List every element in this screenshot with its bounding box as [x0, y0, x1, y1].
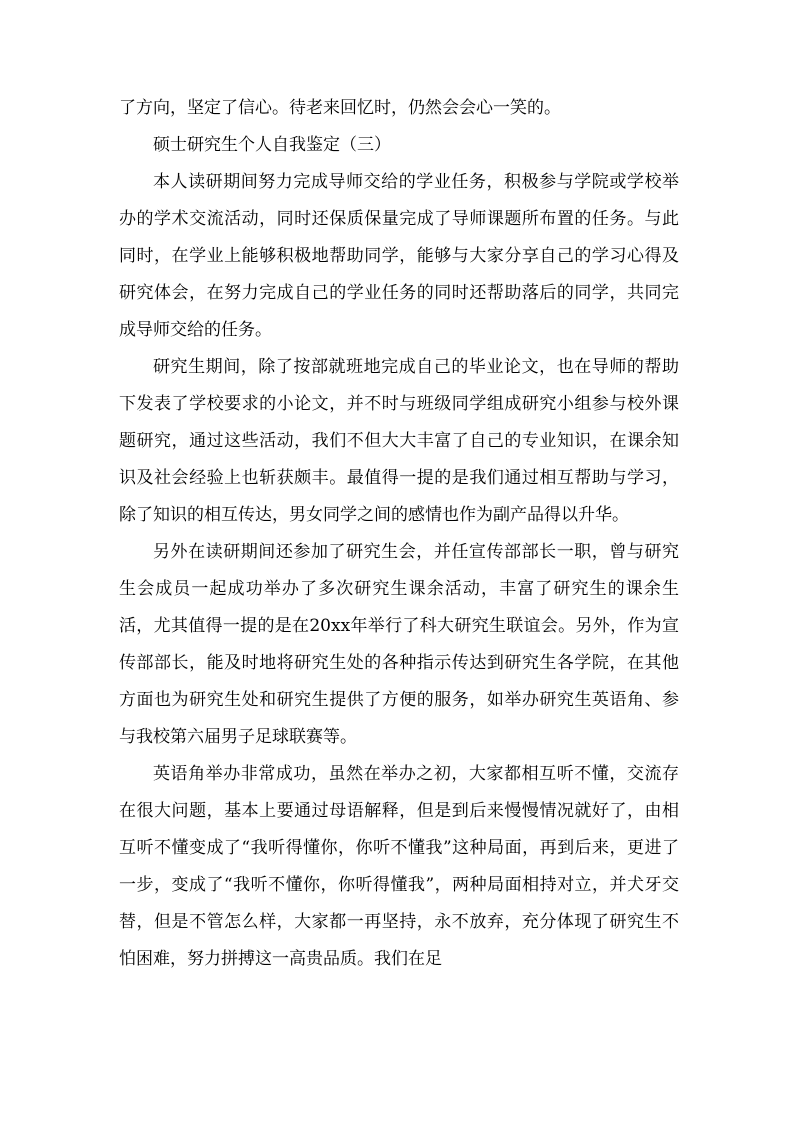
paragraph-continuation: 了方向，坚定了信心。待老来回忆时，仍然会会心一笑的。	[119, 98, 561, 118]
paragraph: 另外在读研期间还参加了研究生会，并任宣传部部长一职，曾与研究生会成员一起成功举办了多次研究生课余活动，丰富了研究生的课余生活，尤其值得一提的是在20xx年举行了科大研究生联谊会。另外，作为宣传部部长，能及时地将研究生处的各种指示传达到研究生各学院，在其他方面也为研究生处和研究生提供了方便的服务，如举办研究生英语角、参与我校第六届男子足球联赛等。	[119, 542, 679, 747]
section-heading: 硕士研究生个人自我鉴定（三）	[153, 135, 391, 155]
paragraph: 英语角举办非常成功，虽然在举办之初，大家都相互听不懂，交流存在很大问题，基本上要通过母语解释，但是到后来慢慢情况就好了，由相互听不懂变成了“我听得懂你，你听不懂我”这种局面，再到后来，更进了一步，变成了“我听不懂你，你听得懂我”，两种局面相持对立，并犬牙交替，但是不管怎么样，大家都一再坚持，永不放弃，充分体现了研究生不怕困难，努力拼搏这一高贵品质。我们在足	[119, 764, 679, 969]
paragraph: 研究生期间，除了按部就班地完成自己的毕业论文，也在导师的帮助下发表了学校要求的小论文，并不时与班级同学组成研究小组参与校外课题研究，通过这些活动，我们不但大大丰富了自己的专业知识，在课余知识及社会经验上也斩获颇丰。最值得一提的是我们通过相互帮助与学习，除了知识的相互传达，男女同学之间的感情也作为副产品得以升华。	[119, 357, 679, 525]
document-body	[119, 90, 679, 978]
paragraph: 本人读研期间努力完成导师交给的学业任务，积极参与学院或学校举办的学术交流活动，同时还保质保量完成了导师课题所布置的任务。与此同时，在学业上能够积极地帮助同学，能够与大家分享自己的学习心得及研究体会，在努力完成自己的学业任务的同时还帮助落后的同学，共同完成导师交给的任务。	[119, 172, 679, 340]
